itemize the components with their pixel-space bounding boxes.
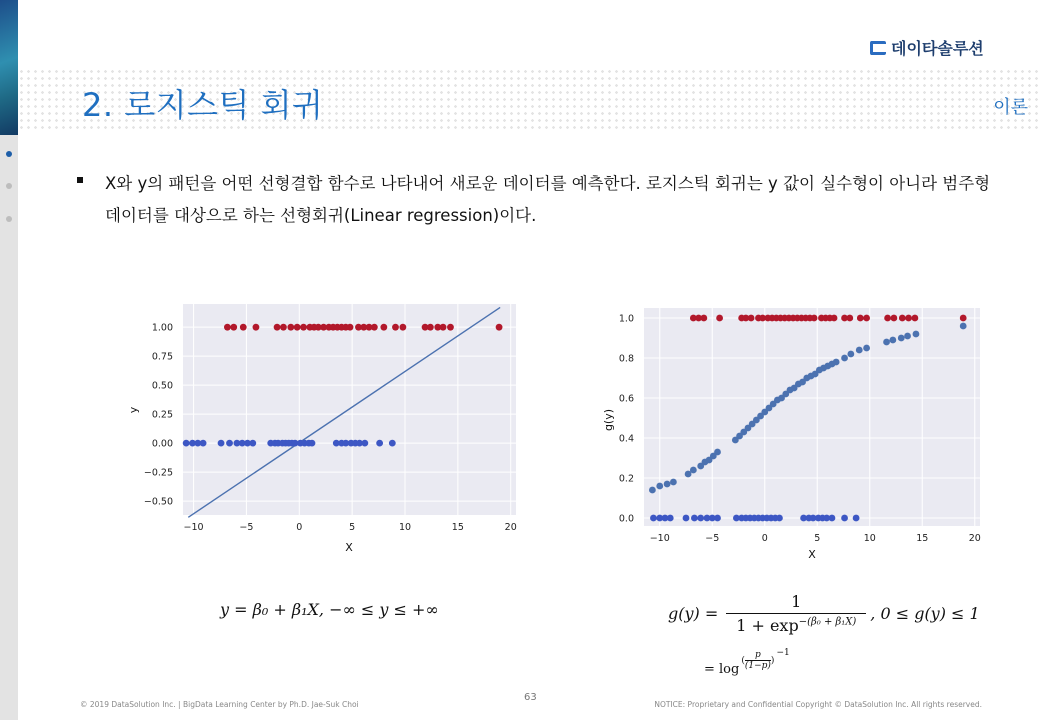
log-fraction <box>745 650 771 671</box>
sigmoid-point <box>649 487 656 494</box>
red-data-point <box>863 315 870 322</box>
red-data-point <box>899 315 906 322</box>
log-denominator: (1−p) <box>744 661 771 671</box>
x-axis-label: X <box>808 548 816 561</box>
y-axis-label: g(y) <box>602 408 615 432</box>
y-tick-label: 0.50 <box>151 380 173 392</box>
y-tick-label: 0.6 <box>618 393 634 405</box>
red-data-point <box>496 324 503 331</box>
red-data-point <box>380 324 387 331</box>
blue-data-point <box>376 440 383 447</box>
sigmoid-point <box>664 481 671 488</box>
red-data-point <box>905 315 912 322</box>
slide-nav-dot-1[interactable] <box>6 151 12 157</box>
x-tick-label: −5 <box>239 522 254 533</box>
sigmoid-point <box>960 323 967 330</box>
red-data-point <box>700 315 707 322</box>
blue-data-point <box>829 515 836 522</box>
y-tick-label: 0.0 <box>618 513 634 525</box>
red-data-point <box>392 324 399 331</box>
sigmoid-den-exp: −(β₀ + β₁X) <box>798 616 857 628</box>
logo-icon <box>870 41 886 55</box>
sigmoid-point <box>670 479 677 486</box>
sigmoid-fraction <box>726 592 866 635</box>
red-data-point <box>347 324 354 331</box>
blue-data-point <box>683 515 690 522</box>
slide-title: 2. 로지스틱 회귀 <box>82 86 324 124</box>
red-data-point <box>960 315 967 322</box>
red-data-point <box>891 315 898 322</box>
sigmoid-lhs: g(y) = <box>668 604 719 623</box>
sigmoid-point <box>690 467 697 474</box>
red-data-point <box>240 324 247 331</box>
footer-copyright: © 2019 DataSolution Inc. | BigData Learning Center by Ph.D. Jae-Suk Choi <box>80 700 359 709</box>
x-tick-label: 0 <box>296 522 303 533</box>
red-data-point <box>287 324 294 331</box>
red-data-point <box>399 324 406 331</box>
red-data-point <box>371 324 378 331</box>
sigmoid-point <box>833 359 840 366</box>
x-tick-label: 5 <box>349 522 356 533</box>
blue-data-point <box>650 515 657 522</box>
sigmoid-point <box>913 331 920 338</box>
blue-data-point <box>226 440 233 447</box>
x-tick-label: 10 <box>863 533 876 544</box>
x-tick-label: −5 <box>705 533 720 544</box>
blue-data-point <box>691 515 698 522</box>
red-data-point <box>846 315 853 322</box>
sigmoid-point <box>889 337 896 344</box>
bullet-item <box>77 168 997 232</box>
bullet-square-icon <box>77 177 83 183</box>
blue-data-point <box>309 440 316 447</box>
red-data-point <box>857 315 864 322</box>
red-data-point <box>253 324 260 331</box>
log-power: −1 <box>776 648 790 658</box>
sigmoid-point <box>898 335 905 342</box>
red-data-point <box>224 324 231 331</box>
y-tick-label: −0.50 <box>143 496 173 508</box>
y-tick-label: 0.25 <box>151 409 173 421</box>
sigmoid-point <box>841 355 848 362</box>
red-data-point <box>280 324 287 331</box>
sidebar-accent <box>0 0 18 135</box>
paren-close: ) <box>770 655 775 666</box>
sigmoid-point <box>863 345 870 352</box>
blue-data-point <box>200 440 207 447</box>
section-tag: 이론 <box>993 97 1028 118</box>
logistic-regression-chart <box>600 300 990 565</box>
log-numerator: p <box>755 650 761 660</box>
sigmoid-den-base: 1 + exp <box>736 616 799 635</box>
red-data-point <box>230 324 237 331</box>
red-data-point <box>811 315 818 322</box>
plot-area <box>644 308 980 526</box>
red-data-point <box>440 324 447 331</box>
blue-data-point <box>249 440 256 447</box>
paren-open: ( <box>741 655 745 666</box>
sigmoid-denominator <box>736 614 856 635</box>
blue-data-point <box>853 515 860 522</box>
red-data-point <box>748 315 755 322</box>
red-data-point <box>274 324 281 331</box>
sigmoid-point <box>856 347 863 354</box>
red-data-point <box>294 324 301 331</box>
blue-data-point <box>667 515 674 522</box>
slide-nav-dot-2[interactable] <box>6 183 12 189</box>
x-tick-label: 5 <box>814 533 821 544</box>
x-tick-label: −10 <box>183 522 204 533</box>
red-data-point <box>447 324 454 331</box>
red-data-point <box>300 324 307 331</box>
y-tick-label: 0.00 <box>151 438 173 450</box>
x-tick-label: 15 <box>451 522 464 533</box>
sigmoid-point <box>904 333 911 340</box>
sigmoid-point <box>883 339 890 346</box>
left-sidebar <box>0 0 18 720</box>
blue-data-point <box>183 440 190 447</box>
sigmoid-numerator: 1 <box>791 592 802 611</box>
log-odds-formula <box>704 650 790 677</box>
sigmoid-point <box>656 483 663 490</box>
x-tick-label: −10 <box>649 533 670 544</box>
y-tick-label: 1.00 <box>151 322 173 334</box>
x-tick-label: 20 <box>504 522 517 533</box>
sigmoid-point <box>714 449 721 456</box>
blue-data-point <box>389 440 396 447</box>
log-exponent-group <box>741 650 789 671</box>
sigmoid-point <box>847 351 854 358</box>
log-prefix: = log <box>704 662 740 677</box>
y-axis-label: y <box>127 406 140 414</box>
company-logo <box>870 36 984 59</box>
slide-nav-dot-3[interactable] <box>6 216 12 222</box>
linear-formula-text: y = β₀ + β₁X, −∞ ≤ y ≤ +∞ <box>220 600 439 619</box>
y-tick-label: 0.2 <box>618 473 634 485</box>
blue-data-point <box>218 440 225 447</box>
sigmoid-formula <box>668 592 980 635</box>
logo-text: 데이타솔루션 <box>891 39 984 58</box>
y-tick-label: 0.8 <box>618 353 634 365</box>
blue-data-point <box>776 515 783 522</box>
sigmoid-range: , 0 ≤ g(y) ≤ 1 <box>870 604 980 623</box>
linear-formula <box>220 600 439 619</box>
y-tick-label: 0.4 <box>618 433 634 445</box>
x-tick-label: 10 <box>398 522 412 533</box>
red-data-point <box>912 315 919 322</box>
red-data-point <box>716 315 723 322</box>
linear-regression-chart <box>125 296 525 561</box>
red-data-point <box>427 324 434 331</box>
red-data-point <box>884 315 891 322</box>
blue-data-point <box>841 515 848 522</box>
blue-data-point <box>697 515 704 522</box>
page-number: 63 <box>524 692 537 703</box>
footer-notice: NOTICE: Proprietary and Confidential Copyright © DataSolution Inc. All rights reserved. <box>654 700 982 709</box>
blue-data-point <box>714 515 721 522</box>
red-data-point <box>831 315 838 322</box>
blue-data-point <box>361 440 368 447</box>
y-tick-label: −0.25 <box>143 467 173 479</box>
y-tick-label: 1.0 <box>618 313 634 325</box>
x-tick-label: 20 <box>968 533 981 544</box>
x-tick-label: 15 <box>916 533 929 544</box>
y-tick-label: 0.75 <box>151 351 173 363</box>
x-axis-label: X <box>345 541 353 554</box>
x-tick-label: 0 <box>761 533 768 544</box>
bullet-text: X와 y의 패턴을 어떤 선형결합 함수로 나타내어 새로운 데이터를 예측한다. 로지스틱 회귀는 y 값이 실수형이 아니라 범주형 데이터를 대상으로 하는 선형회귀(Linear regression)이다. <box>105 174 991 225</box>
